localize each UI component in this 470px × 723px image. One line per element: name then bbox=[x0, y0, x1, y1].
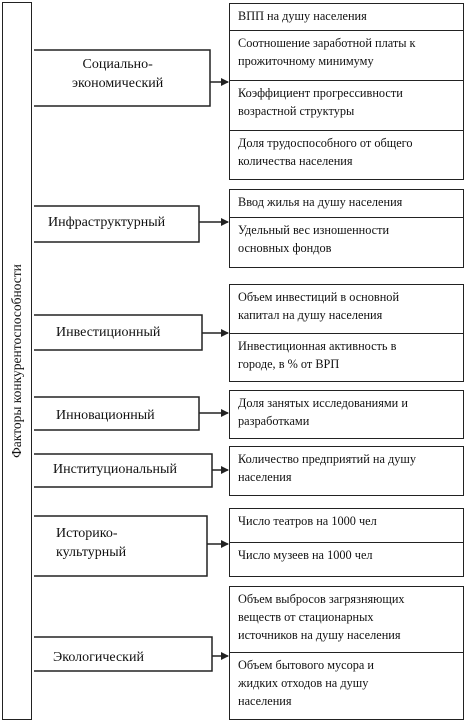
indicator-item: Инвестиционная активность в городе, в % от ВРП bbox=[238, 339, 397, 371]
category-label: Социально- экономический bbox=[72, 57, 164, 91]
main-factor-box bbox=[2, 2, 32, 720]
indicator-group-historical-cultural bbox=[229, 508, 464, 577]
indicator-group-institutional bbox=[229, 446, 464, 496]
indicator-item: Соотношение заработной платы к прожиточному минимуму bbox=[230, 31, 463, 81]
indicator-item: Число театров на 1000 чел bbox=[230, 509, 463, 543]
indicator-item: Доля занятых исследованиями и разработками bbox=[238, 396, 408, 428]
indicator-item: Число музеев на 1000 чел bbox=[238, 548, 373, 562]
indicator-group-ecological bbox=[229, 586, 464, 720]
category-label: Историко- культурный bbox=[56, 526, 127, 560]
indicator-group-socio-economic bbox=[229, 3, 464, 180]
category-label: Инфраструктурный bbox=[48, 215, 166, 230]
indicator-item: Объем бытового мусора и жидких отходов на душу населения bbox=[238, 658, 375, 708]
indicator-item: Удельный вес изношенности основных фондов bbox=[238, 223, 390, 255]
indicator-group-investment bbox=[229, 284, 464, 382]
category-label: Инвестиционный bbox=[56, 325, 161, 340]
indicator-group-infrastructure bbox=[229, 189, 464, 268]
indicator-item: ВПП на душу населения bbox=[230, 4, 463, 31]
indicator-group-innovation bbox=[229, 390, 464, 439]
indicator-item: Количество предприятий на душу населения bbox=[238, 452, 417, 484]
category-label: Институциональный bbox=[53, 462, 177, 477]
indicator-item: Коэффициент прогрессивности возрастной структуры bbox=[230, 81, 463, 131]
indicator-item: Ввод жилья на душу населения bbox=[230, 190, 463, 218]
category-label: Экологический bbox=[53, 650, 144, 665]
indicator-item: Доля трудоспособного от общего количества населения bbox=[238, 136, 413, 168]
indicator-item: Объем инвестиций в основной капитал на душу населения bbox=[230, 285, 463, 334]
category-label: Инновационный bbox=[56, 408, 155, 423]
indicator-item: Объем выбросов загрязняющих веществ от стационарных источников на душу населения bbox=[230, 587, 463, 653]
main-factor-label: Факторы конкурентоспособности bbox=[9, 264, 24, 458]
